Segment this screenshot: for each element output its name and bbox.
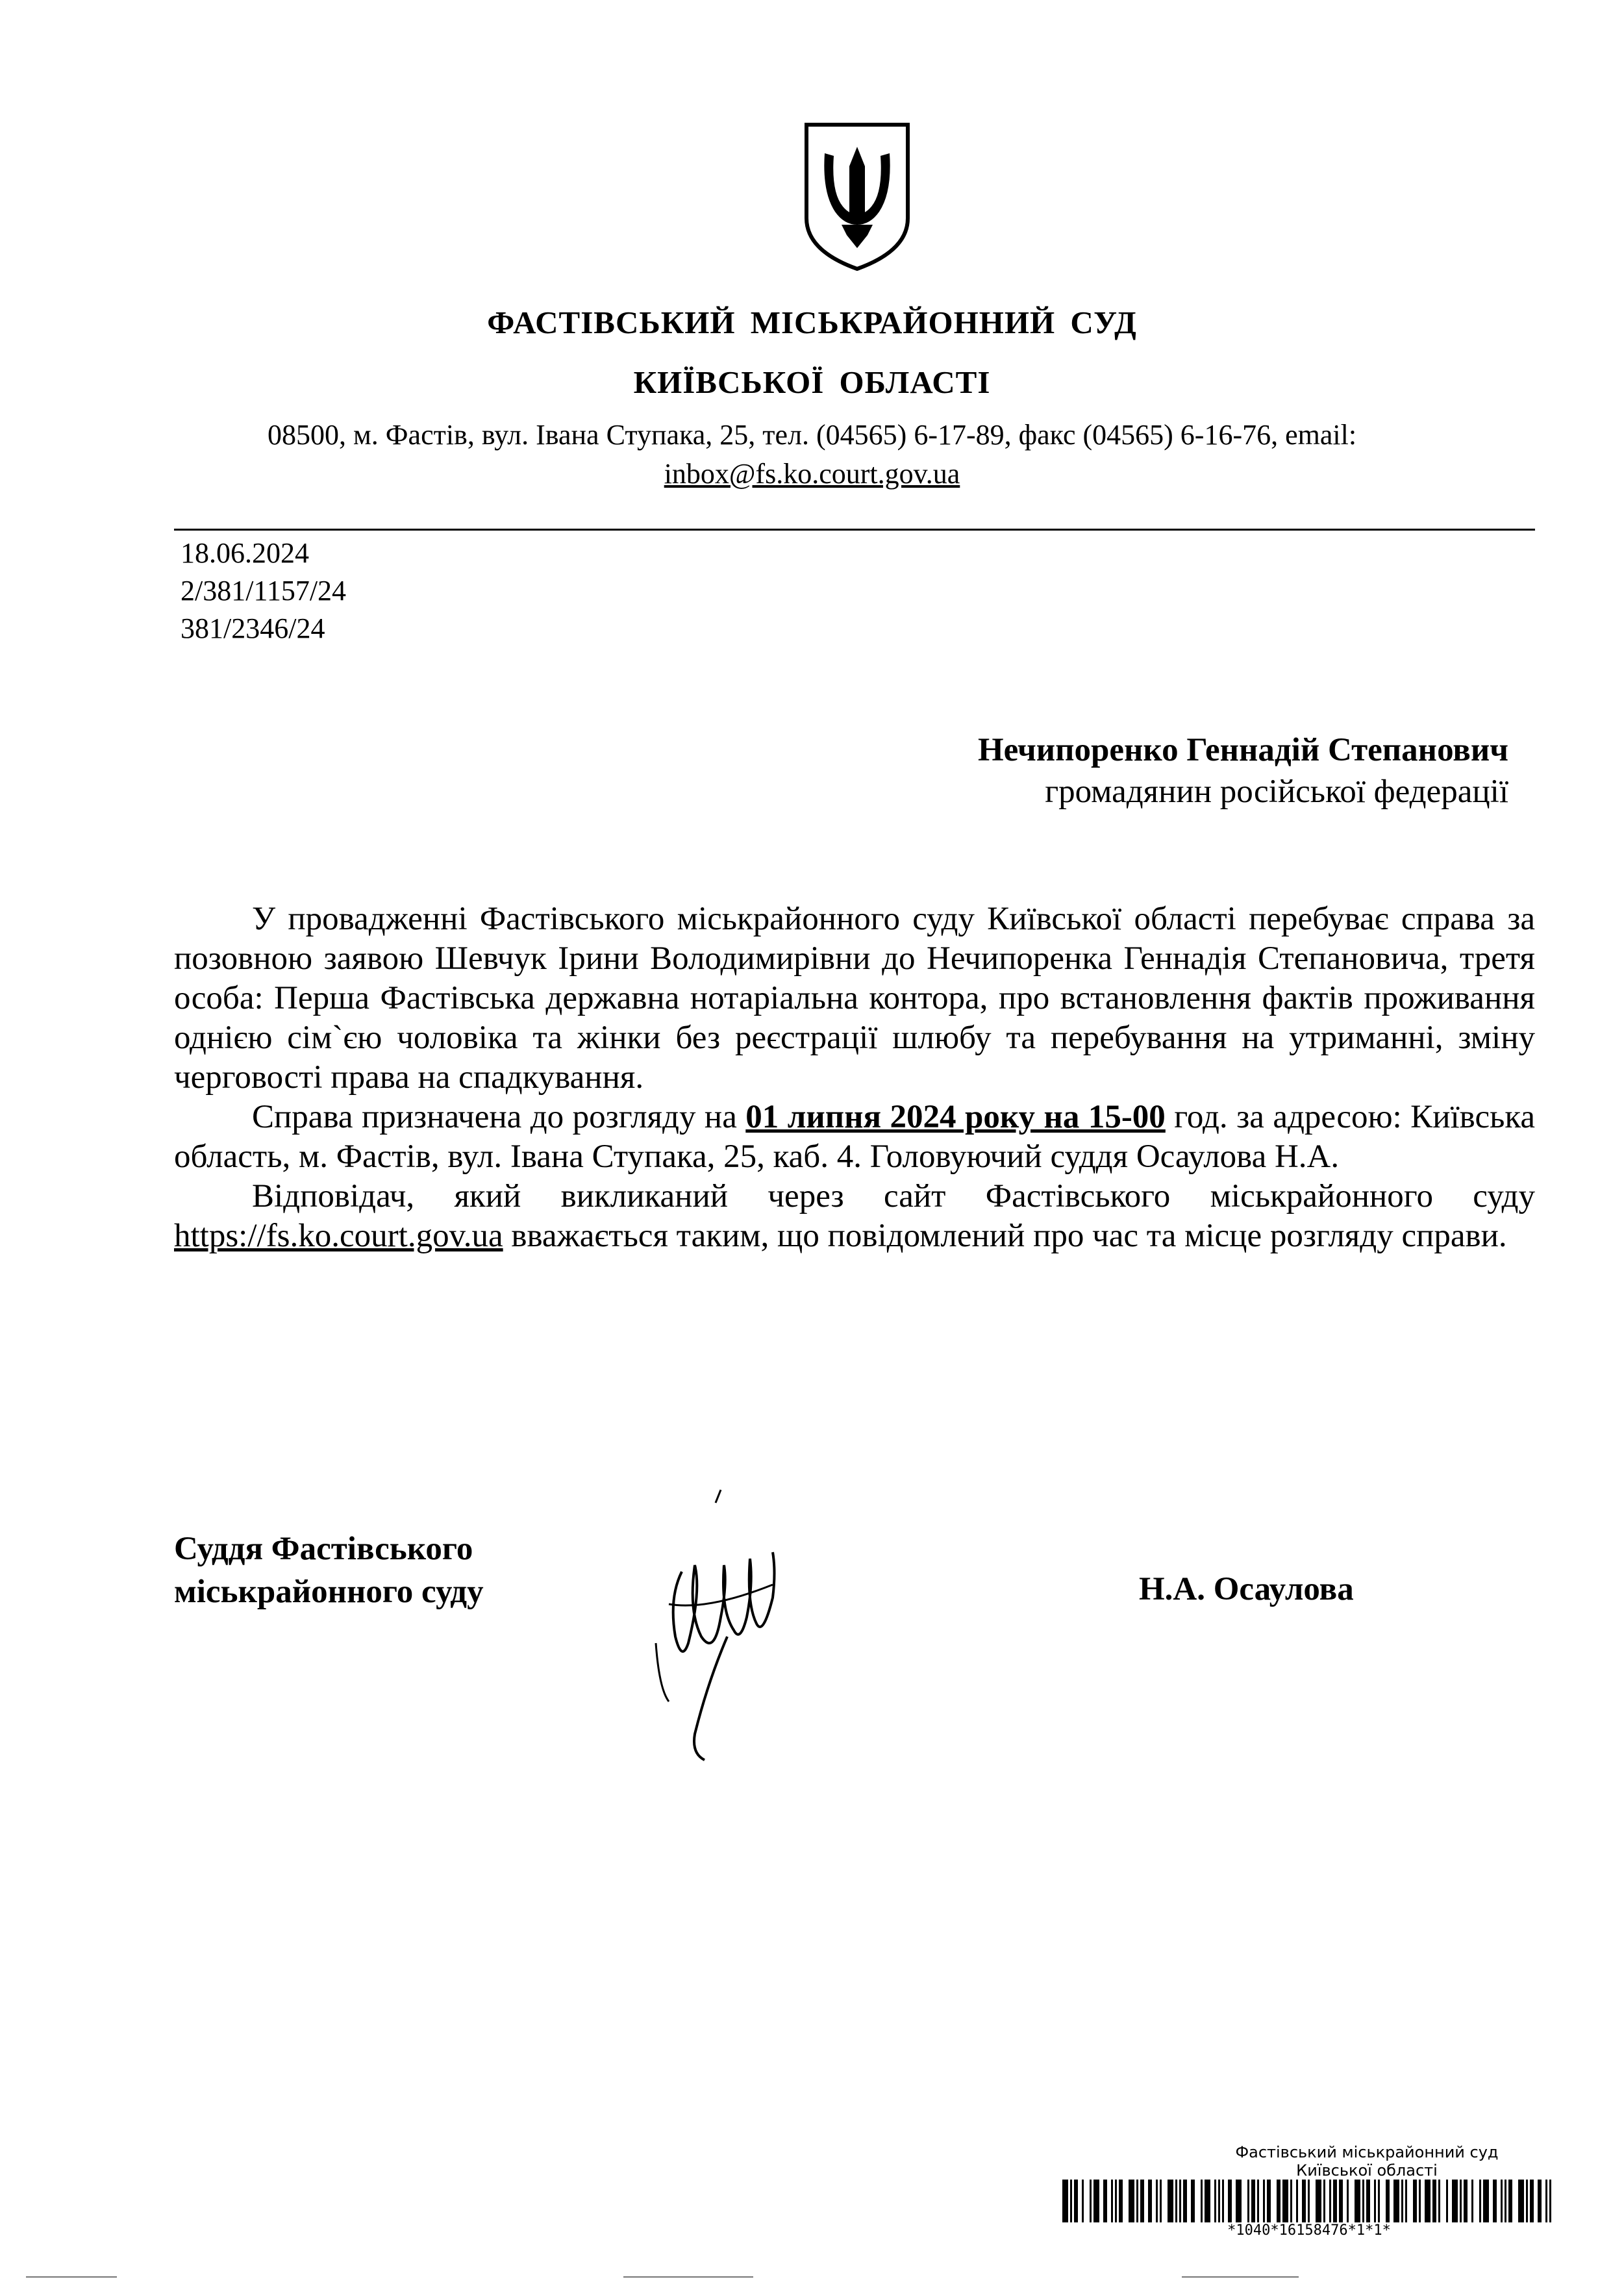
signer-title-line2: міськрайонного суду — [174, 1574, 484, 1610]
barcode-bar — [1156, 2180, 1158, 2222]
barcode-bar — [1282, 2180, 1288, 2222]
recipient-citizenship: громадянин російської федерації — [1045, 773, 1508, 810]
barcode-bar — [1129, 2180, 1134, 2222]
signer-name: Н.А. Осаулова — [1139, 1571, 1354, 1607]
barcode-bar — [1308, 2180, 1310, 2222]
court-website-link[interactable]: https://fs.ko.court.gov.ua — [174, 1218, 503, 1254]
barcode-bar — [1378, 2180, 1380, 2222]
barcode-bar — [1471, 2180, 1473, 2222]
barcode-bar — [1549, 2180, 1551, 2222]
barcode-bar — [1214, 2180, 1216, 2222]
document-reference-2: 381/2346/24 — [181, 612, 325, 644]
signer-title-line1: Суддя Фастівського — [174, 1531, 473, 1567]
handwritten-signature — [643, 1487, 805, 1766]
barcode-bar — [1070, 2180, 1072, 2222]
barcode-bar — [1419, 2180, 1421, 2222]
barcode-bar — [1347, 2180, 1349, 2222]
barcode-bar — [1460, 2180, 1462, 2222]
barcode-bar — [1168, 2180, 1173, 2222]
header-divider — [174, 529, 1535, 531]
barcode-bar — [1267, 2180, 1271, 2222]
stamp-court-line2: Київської області — [1296, 2161, 1438, 2180]
footer-mark — [623, 2276, 753, 2278]
barcode-bar — [1339, 2180, 1343, 2222]
barcode-bar — [1518, 2180, 1524, 2222]
barcode-bar — [1493, 2180, 1497, 2222]
court-email-link[interactable]: inbox@fs.ko.court.gov.ua — [664, 458, 960, 490]
barcode-bar — [1247, 2180, 1249, 2222]
barcode-bar — [1074, 2180, 1078, 2222]
barcode-bar — [1201, 2180, 1203, 2222]
barcode-bar — [1160, 2180, 1162, 2222]
barcode-bar — [1538, 2180, 1542, 2222]
barcode-bar — [1483, 2180, 1489, 2222]
barcode-bar — [1526, 2180, 1528, 2222]
barcode-bar — [1263, 2180, 1265, 2222]
barcode-bar — [1316, 2180, 1321, 2222]
barcode-bar — [1464, 2180, 1468, 2222]
barcode-bar — [1082, 2180, 1084, 2222]
body-p2-after: год. за адресою: Київська область, м. Фастів, вул. Івана Ступака, 25, каб. 4. Головуючий суддя Осаулова Н.А. — [174, 1099, 1535, 1175]
barcode-bar — [1405, 2180, 1407, 2222]
barcode-bar — [1401, 2180, 1403, 2222]
barcode-bar — [1228, 2180, 1232, 2222]
body-p3-after: вважається таким, що повідомлений про час та місце розгляду справи. — [503, 1218, 1507, 1254]
barcode-bar — [1545, 2180, 1547, 2222]
barcode-bar — [1479, 2180, 1481, 2222]
body-p2-before: Справа призначена до розгляду на — [252, 1099, 746, 1135]
body-p3-before: Відповідач, який викликаний через сайт Фастівського міськрайонного суду — [252, 1178, 1535, 1214]
barcode-bar — [1136, 2180, 1138, 2222]
letter-body — [174, 899, 1535, 1256]
barcode-bar — [1386, 2180, 1390, 2222]
barcode-bar — [1093, 2180, 1099, 2222]
barcode-bar — [1505, 2180, 1506, 2222]
body-paragraph-1: У провадженні Фастівського міськрайонного суду Київської області перебуває справа за позовною заявою Шевчук Ірини Володимирівни до Нечипоренка Геннадія Степановича, третя особа: Перша Фастівська державна нотаріальна контора, про встановлення фактів проживання однією сім`єю чоловіка та жінки без реєстрації шлюбу та перебування на утриманні, зміну черговості права на спадкування. — [174, 901, 1535, 1096]
document-date: 18.06.2024 — [181, 537, 309, 569]
recipient-name: Нечипоренко Геннадій Степанович — [977, 732, 1508, 768]
barcode-bar — [1501, 2180, 1503, 2222]
barcode-bar — [1362, 2180, 1364, 2222]
body-paragraph-2 — [174, 1098, 1535, 1177]
barcode-bar — [1103, 2180, 1107, 2222]
barcode-bar — [1236, 2180, 1242, 2222]
barcode-bar — [1508, 2180, 1512, 2222]
barcode-bar — [1290, 2180, 1292, 2222]
barcode-bar — [1062, 2180, 1068, 2222]
barcode-bar — [1179, 2180, 1181, 2222]
barcode-bar — [1323, 2180, 1325, 2222]
court-email-line — [0, 457, 1624, 490]
barcode-bar — [1302, 2180, 1306, 2222]
document-reference-1: 2/381/1157/24 — [181, 575, 347, 607]
footer-mark — [26, 2276, 117, 2278]
barcode-bar — [1183, 2180, 1187, 2222]
barcode-bar — [1277, 2180, 1280, 2222]
barcode-icon — [1062, 2180, 1556, 2222]
barcode-bar — [1148, 2180, 1152, 2222]
barcode-bar — [1140, 2180, 1144, 2222]
barcode-bar — [1205, 2180, 1210, 2222]
barcode-bar — [1355, 2180, 1360, 2222]
barcode-bar — [1413, 2180, 1417, 2222]
barcode-bar — [1111, 2180, 1113, 2222]
barcode-bar — [1432, 2180, 1436, 2222]
barcode-bar — [1530, 2180, 1534, 2222]
barcode-bar — [1438, 2180, 1440, 2222]
barcode-bar — [1222, 2180, 1224, 2222]
barcode-bar — [1374, 2180, 1376, 2222]
barcode-bar — [1425, 2180, 1430, 2222]
barcode-bar — [1115, 2180, 1117, 2222]
barcode-bar — [1366, 2180, 1370, 2222]
court-address: 08500, м. Фастів, вул. Івана Ступака, 25, тел. (04565) 6-17-89, факс (04565) 6-16-76, email: — [267, 419, 1357, 451]
barcode-bar — [1296, 2180, 1298, 2222]
footer-mark — [1182, 2276, 1299, 2278]
barcode-bar — [1452, 2180, 1458, 2222]
barcode-bar — [1191, 2180, 1195, 2222]
barcode-bar — [1119, 2180, 1123, 2222]
barcode-bar — [1090, 2180, 1092, 2222]
coat-of-arms-icon — [803, 121, 912, 273]
barcode-bar — [1218, 2180, 1220, 2222]
court-name-line2: КИЇВСЬКОЇ ОБЛАСТІ — [633, 364, 991, 400]
body-paragraph-3 — [174, 1177, 1535, 1256]
hearing-date: 01 липня 2024 року на 15-00 — [745, 1099, 1166, 1135]
barcode-bar — [1257, 2180, 1259, 2222]
court-name-line1: ФАСТІВСЬКИЙ МІСЬКРАЙОННИЙ СУД — [487, 305, 1137, 340]
barcode-bar — [1393, 2180, 1399, 2222]
signer-title — [174, 1527, 484, 1613]
barcode-number: *1040*16158476*1*1* — [1227, 2222, 1391, 2239]
barcode-bar — [1329, 2180, 1331, 2222]
barcode-bar — [1251, 2180, 1255, 2222]
barcode-bar — [1333, 2180, 1337, 2222]
barcode-bar — [1175, 2180, 1177, 2222]
stamp-court-line1: Фастівський міськрайонний суд — [1235, 2143, 1499, 2161]
barcode-bar — [1446, 2180, 1448, 2222]
